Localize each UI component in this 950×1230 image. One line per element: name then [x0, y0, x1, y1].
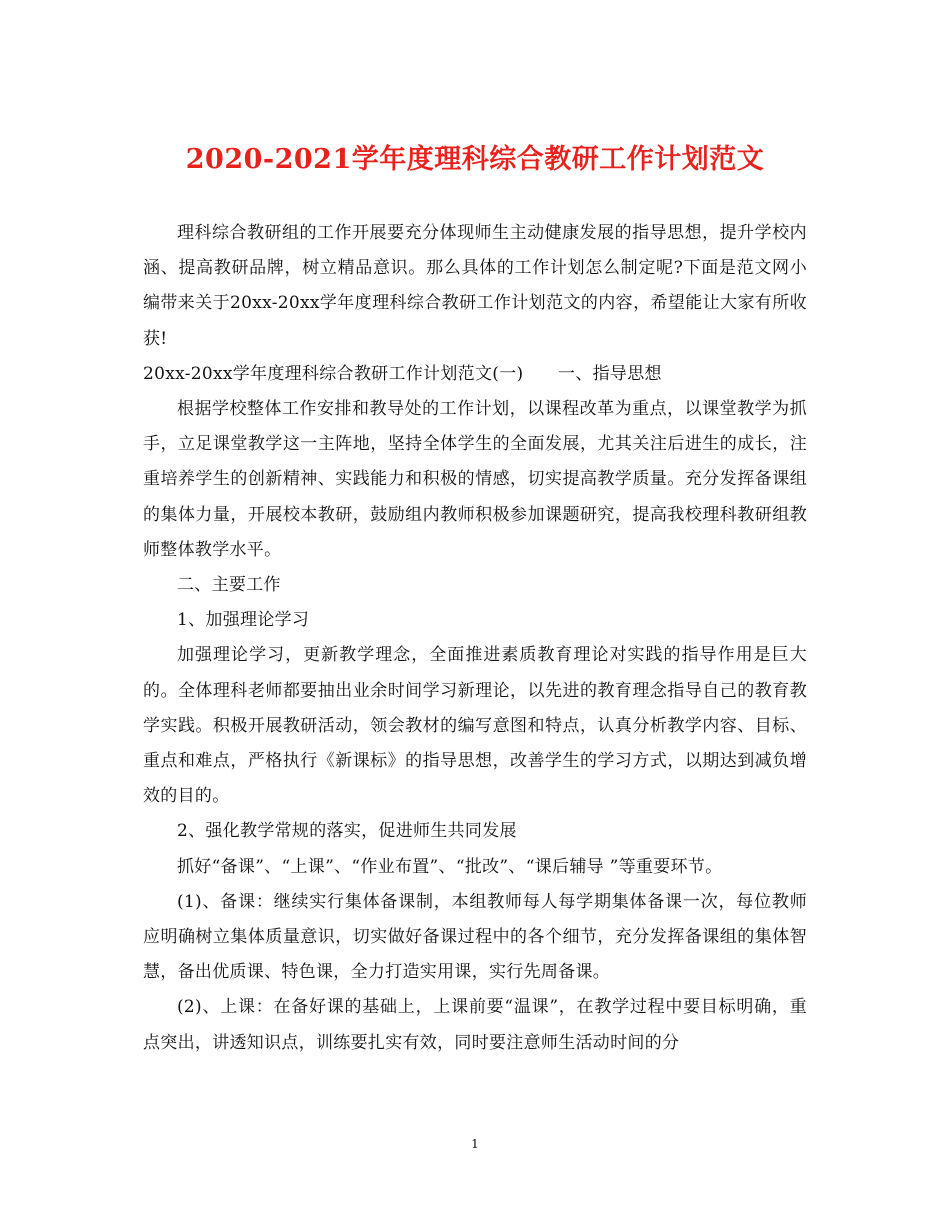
lesson-preparation-paragraph: (1)、备课：继续实行集体备课制，本组教师每人每学期集体备课一次，每位教师应明确树立集体质量意识，切实做好备课过程中的各个细节，充分发挥备课组的集体智慧，备出优质课、特色课，全力打造实用课，实行先周备课。: [143, 891, 807, 983]
section-heading-guiding-thought: 20xx-20xx学年度理科综合教研工作计划范文(一) 一、指导思想: [143, 363, 662, 384]
class-teaching-paragraph: (2)、上课：在备好课的基础上，上课前要“温课”，在教学过程中要目标明确，重点突出，讲透知识点，训练要扎实有效，同时要注意师生活动时间的分: [143, 997, 807, 1053]
section-heading-main-work: 二、主要工作: [177, 575, 281, 596]
page-number: 1: [471, 1137, 479, 1151]
intro-paragraph: 理科综合教研组的工作开展要充分体现师生主动健康发展的指导思想，提升学校内涵、提高教研品牌，树立精品意识。那么具体的工作计划怎么制定呢?下面是范文网小编带来关于20xx-20xx学年度理科综合教研工作计划范文的内容，希望能让大家有所收获!: [143, 223, 807, 349]
guiding-thought-paragraph: 根据学校整体工作安排和教导处的工作计划，以课程改革为重点，以课堂教学为抓手，立足课堂教学这一主阵地，坚持全体学生的全面发展，尤其关注后进生的成长，注重培养学生的创新精神、实践能力和积极的情感，切实提高教学质量。充分发挥备课组的集体力量，开展校本教研，鼓励组内教师积极参加课题研究，提高我校理科教研组教师整体教学水平。: [143, 399, 807, 560]
document-body: [143, 216, 807, 1061]
theory-study-paragraph: 加强理论学习，更新教学理念，全面推进素质教育理论对实践的指导作用是巨大的。全体理科老师都要抽出业余时间学习新理论，以先进的教育理念指导自己的教育教学实践。积极开展教研活动，领会教材的编写意图和特点，认真分析教学内容、目标、重点和难点，严格执行《新课标》的指导思想，改善学生的学习方式，以期达到减负增效的目的。: [143, 645, 807, 807]
subheading-theory-study: 1、加强理论学习: [177, 610, 310, 631]
subheading-teaching-routines: 2、强化教学常规的落实，促进师生共同发展: [177, 821, 517, 842]
teaching-routines-paragraph: 抓好“备课”、“上课”、“作业布置”、“批改”、“课后辅导 ”等重要环节。: [177, 856, 723, 877]
document-title: 2020-2021学年度理科综合教研工作计划范文: [185, 144, 765, 175]
